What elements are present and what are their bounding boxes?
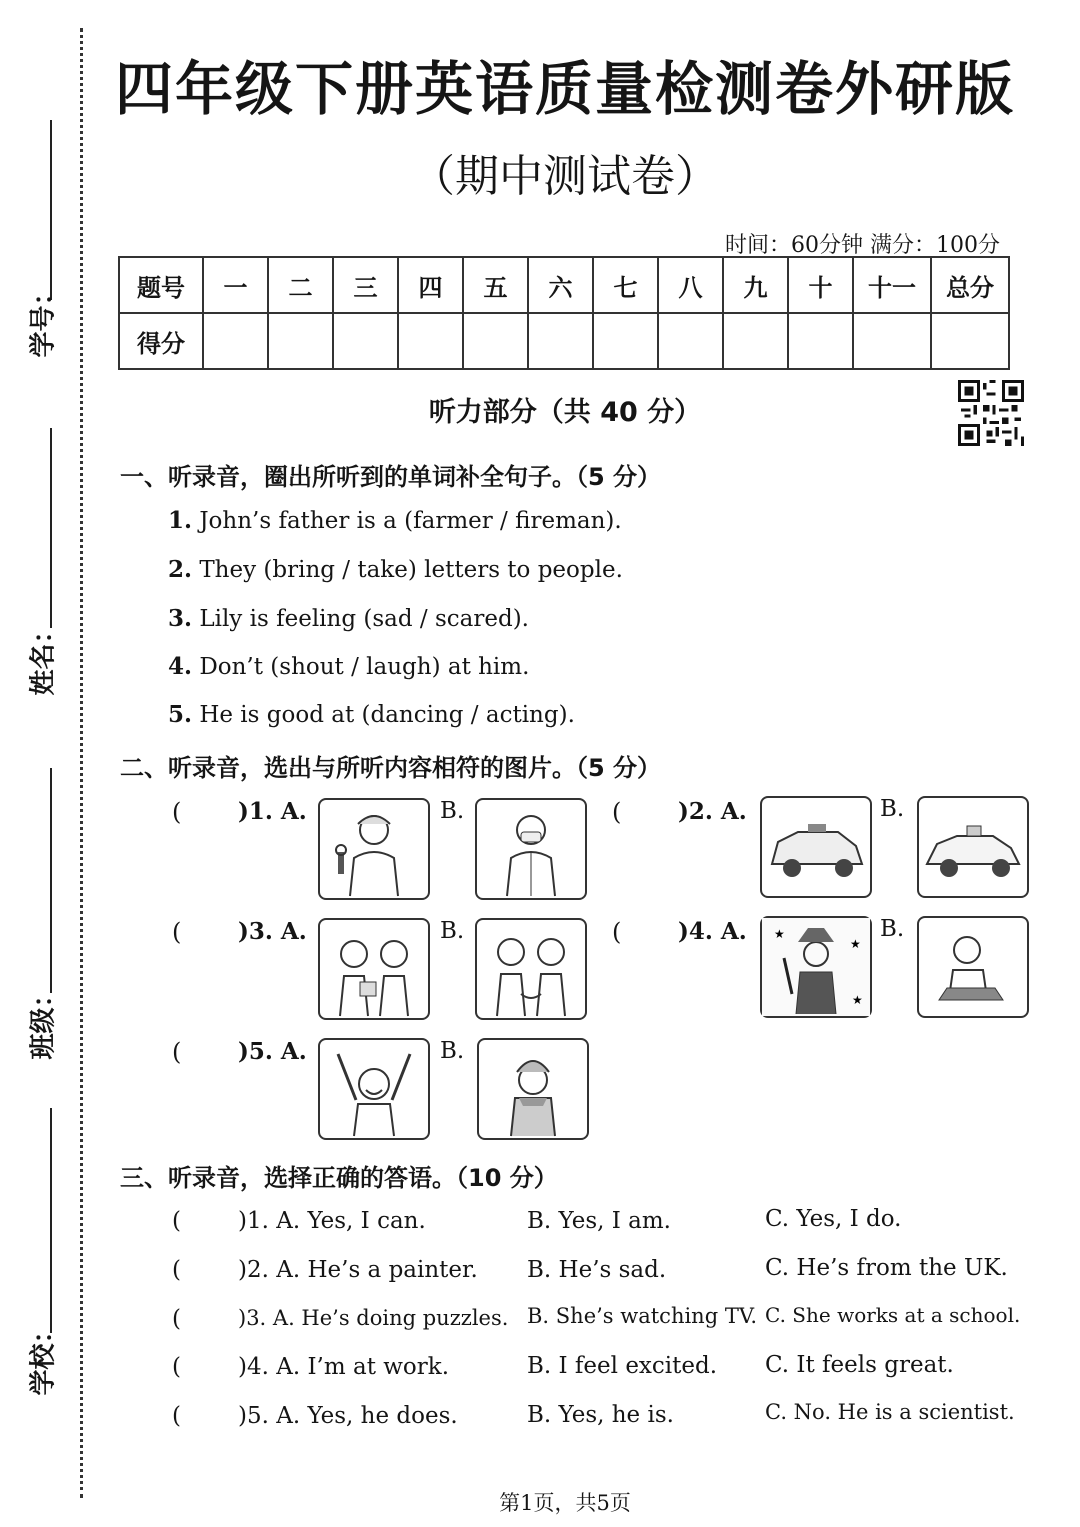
cold-girl-picture[interactable] (477, 1038, 589, 1140)
name-line (50, 428, 52, 628)
option-b[interactable]: B. Yes, he is. (527, 1402, 674, 1428)
part1-item: 5. He is good at (dancing / acting). (168, 701, 575, 728)
option-a[interactable]: )1. A. Yes, I can. (238, 1208, 426, 1234)
answer-paren[interactable]: ( (172, 798, 182, 826)
part1-item-text[interactable]: Don’t (shout / laugh) at him. (192, 654, 530, 680)
answer-paren[interactable]: ( (172, 1038, 182, 1066)
option-c[interactable]: C. She works at a school. (765, 1303, 1021, 1327)
question-label: )4. A. (678, 918, 747, 945)
score-cell[interactable] (658, 313, 723, 369)
part1-item: 2. They (bring / take) letters to people. (168, 556, 623, 583)
score-cell[interactable] (333, 313, 398, 369)
score-cell[interactable] (203, 313, 268, 369)
score-cell[interactable] (788, 313, 853, 369)
name-label: 姓名： (28, 617, 59, 696)
answer-paren[interactable]: ( (612, 918, 622, 946)
svg-text:★: ★ (774, 927, 785, 941)
girls-with-gift-picture[interactable] (318, 918, 430, 1020)
table-header-cell: 十一 (853, 257, 931, 313)
school-line (50, 1108, 52, 1333)
option-a[interactable]: )4. A. I’m at work. (238, 1354, 450, 1380)
option-b-label: B. (440, 918, 465, 944)
listening-section-heading: 听力部分（共 40 分） (428, 397, 702, 428)
table-header-cell: 题号 (119, 257, 203, 313)
score-cell[interactable] (723, 313, 788, 369)
question-label: )5. A. (238, 1038, 307, 1065)
score-table-header-row (119, 257, 1009, 313)
table-header-cell: 三 (333, 257, 398, 313)
score-table (118, 256, 1010, 370)
option-b-label: B. (440, 1038, 465, 1064)
score-cell[interactable] (853, 313, 931, 369)
option-b-label: B. (880, 916, 905, 942)
class-line (50, 768, 52, 993)
part1-item-text[interactable]: He is good at (dancing / acting). (192, 702, 575, 728)
score-cell[interactable] (931, 313, 1009, 369)
student-id-label: 学号： (28, 279, 59, 358)
answer-paren[interactable]: ( (172, 1403, 181, 1429)
option-b[interactable]: B. I feel excited. (527, 1353, 718, 1379)
table-header-cell: 五 (463, 257, 528, 313)
school-label: 学校： (28, 1317, 59, 1396)
magician-picture[interactable] (760, 916, 872, 1018)
answer-paren[interactable]: ( (172, 1306, 181, 1332)
question-label: )2. A. (678, 798, 747, 825)
table-header-cell: 总分 (931, 257, 1009, 313)
part2-heading: 二、听录音，选出与所听内容相符的图片。（5 分） (120, 754, 662, 782)
worker-with-wrench-picture[interactable] (318, 798, 430, 900)
option-a[interactable]: )5. A. Yes, he does. (238, 1403, 458, 1429)
option-a[interactable]: )3. A. He’s doing puzzles. (238, 1306, 509, 1330)
answer-paren[interactable]: ( (172, 918, 182, 946)
part1-item: 4. Don’t (shout / laugh) at him. (168, 653, 530, 680)
doctor-with-mask-picture[interactable] (475, 798, 587, 900)
part1-item: 3. Lily is feeling (sad / scared). (168, 605, 529, 632)
answer-paren[interactable]: ( (172, 1208, 181, 1234)
table-header-cell: 八 (658, 257, 723, 313)
table-header-cell: 十 (788, 257, 853, 313)
score-table-score-row (119, 313, 1009, 369)
table-header-cell: 一 (203, 257, 268, 313)
option-b[interactable]: B. Yes, I am. (527, 1208, 671, 1234)
part1-heading: 一、听录音，圈出所听到的单词补全句子。（5 分） (120, 463, 662, 491)
option-b-label: B. (440, 798, 465, 824)
score-cell[interactable] (398, 313, 463, 369)
part1-item-text[interactable]: John’s father is a (farmer / fireman). (192, 508, 622, 534)
question-label: )1. A. (238, 798, 307, 825)
class-label: 班级： (28, 981, 59, 1060)
answer-paren[interactable]: ( (612, 798, 622, 826)
option-a[interactable]: )2. A. He’s a painter. (238, 1257, 478, 1283)
table-header-cell: 二 (268, 257, 333, 313)
answer-paren[interactable]: ( (172, 1257, 181, 1283)
page-number: 第1页，共5页 (499, 1491, 631, 1515)
option-c[interactable]: C. It feels great. (765, 1352, 954, 1378)
option-b-label: B. (880, 796, 905, 822)
option-c[interactable]: C. Yes, I do. (765, 1206, 902, 1232)
score-row-label: 得分 (119, 313, 203, 369)
score-cell[interactable] (268, 313, 333, 369)
table-header-cell: 九 (723, 257, 788, 313)
girls-holding-hands-picture[interactable] (475, 918, 587, 1020)
excited-boy-picture[interactable] (318, 1038, 430, 1140)
taxi-picture[interactable] (917, 796, 1029, 898)
police-car-picture[interactable] (760, 796, 872, 898)
page-title: 四年级下册英语质量检测卷外研版 (114, 55, 1015, 123)
option-b[interactable]: B. He’s sad. (527, 1257, 667, 1283)
answer-paren[interactable]: ( (172, 1354, 181, 1380)
question-label: )3. A. (238, 918, 307, 945)
svg-text:★: ★ (852, 993, 863, 1007)
exam-info: 时间：60分钟 满分：100分 (725, 233, 1000, 258)
score-cell[interactable] (528, 313, 593, 369)
table-header-cell: 六 (528, 257, 593, 313)
page-subtitle: （期中测试卷） (411, 151, 719, 202)
table-header-cell: 七 (593, 257, 658, 313)
part1-item-text[interactable]: Lily is feeling (sad / scared). (192, 606, 529, 632)
score-cell[interactable] (593, 313, 658, 369)
svg-text:★: ★ (850, 937, 861, 951)
score-cell[interactable] (463, 313, 528, 369)
part1-item-text[interactable]: They (bring / take) letters to people. (192, 557, 623, 583)
student-id-line (50, 120, 52, 300)
option-c[interactable]: C. He’s from the UK. (765, 1255, 1008, 1281)
table-header-cell: 四 (398, 257, 463, 313)
part3-heading: 三、听录音，选择正确的答语。（10 分） (120, 1164, 558, 1192)
cut-line (80, 28, 83, 1498)
part1-item: 1. John’s father is a (farmer / fireman). (168, 507, 622, 534)
option-b[interactable]: B. She’s watching TV. (527, 1304, 758, 1328)
boy-baking-cookies-picture[interactable] (917, 916, 1029, 1018)
option-c[interactable]: C. No. He is a scientist. (765, 1400, 1015, 1424)
binding-margin (0, 0, 100, 1527)
